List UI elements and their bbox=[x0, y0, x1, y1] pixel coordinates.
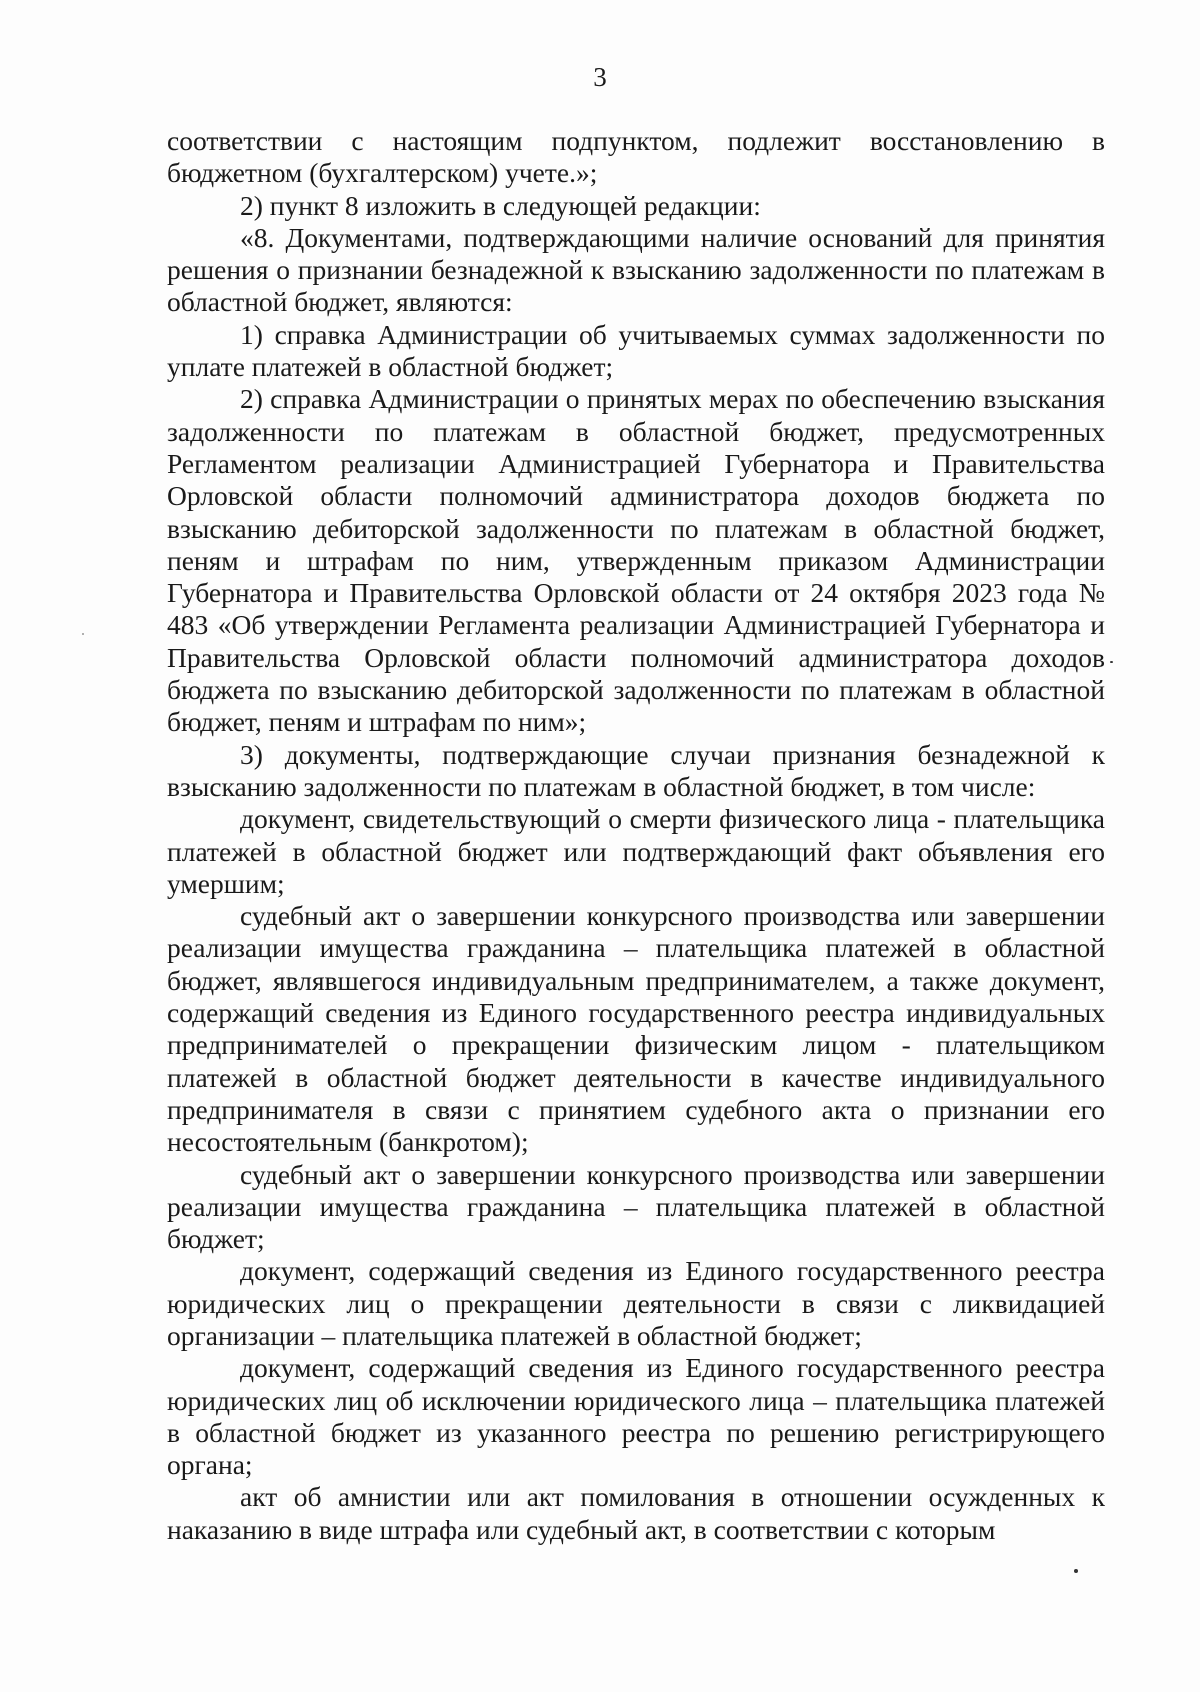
paragraph: акт об амнистии или акт помилования в отношении осужденных к наказанию в виде штрафа или судебный акт, в соответствии с которым bbox=[167, 1481, 1105, 1545]
document-body bbox=[167, 125, 1105, 1546]
paragraph: 2) справка Администрации о принятых мерах по обеспечению взыскания задолженности по платежам в областной бюджет, предусмотренных Регламентом реализации Администрацией Губернатора и Правительства Орловской области полномочий администратора доходов бюджета по взысканию дебиторской задолженности по платежам в областной бюджет, пеням и штрафам по ним, утвержденным приказом Администрации Губернатора и Правительства Орловской области от 24 октября 2023 года № 483 «Об утверждении Регламента реализации Администрацией Губернатора и Правительства Орловской области полномочий администратора доходов бюджета по взысканию дебиторской задолженности по платежам в областной бюджет, пеням и штрафам по ним»; bbox=[167, 383, 1105, 738]
scan-speck bbox=[1110, 661, 1113, 663]
scan-speck bbox=[82, 633, 84, 635]
paragraph: 3) документы, подтверждающие случаи признания безнадежной к взысканию задолженности по платежам в областной бюджет, в том числе: bbox=[167, 738, 1105, 802]
paragraph: «8. Документами, подтверждающими наличие оснований для принятия решения о признании безнадежной к взысканию задолженности по платежам в областной бюджет, являются: bbox=[167, 221, 1105, 318]
paragraph: документ, свидетельствующий о смерти физического лица - плательщика платежей в областной бюджет или подтверждающий факт объявления его умершим; bbox=[167, 803, 1105, 899]
paragraph: соответствии с настоящим подпунктом, подлежит восстановлению в бюджетном (бухгалтерском) учете.»; bbox=[167, 125, 1105, 189]
paragraph: судебный акт о завершении конкурсного производства или завершении реализации имущества гражданина – плательщика платежей в областной бюджет; bbox=[167, 1158, 1105, 1255]
paragraph: судебный акт о завершении конкурсного производства или завершении реализации имущества гражданина – плательщика платежей в областной бюджет, являвшегося индивидуальным предпринимателем, а также документ, содержащий сведения из Единого государственного реестра индивидуальных предпринимателей о прекращении физическим лицом - плательщиком платежей в областной бюджет деятельности в качестве индивидуального предпринимателя в связи с принятием судебного акта о признании его несостоятельным (банкротом); bbox=[167, 900, 1105, 1158]
paragraph: документ, содержащий сведения из Единого государственного реестра юридических лиц об исключении юридического лица – плательщика платежей в областной бюджет из указанного реестра по решению регистрирующего органа; bbox=[167, 1352, 1105, 1481]
scan-speck bbox=[1074, 1569, 1078, 1573]
paragraph: документ, содержащий сведения из Единого государственного реестра юридических лиц о прекращении деятельности в связи с ликвидацией организации – плательщика платежей в областной бюджет; bbox=[167, 1255, 1105, 1351]
paragraph: 2) пункт 8 изложить в следующей редакции: bbox=[240, 189, 761, 221]
page-number: 3 bbox=[593, 62, 607, 92]
paragraph: 1) справка Администрации об учитываемых суммах задолженности по уплате платежей в областной бюджет; bbox=[167, 318, 1105, 383]
